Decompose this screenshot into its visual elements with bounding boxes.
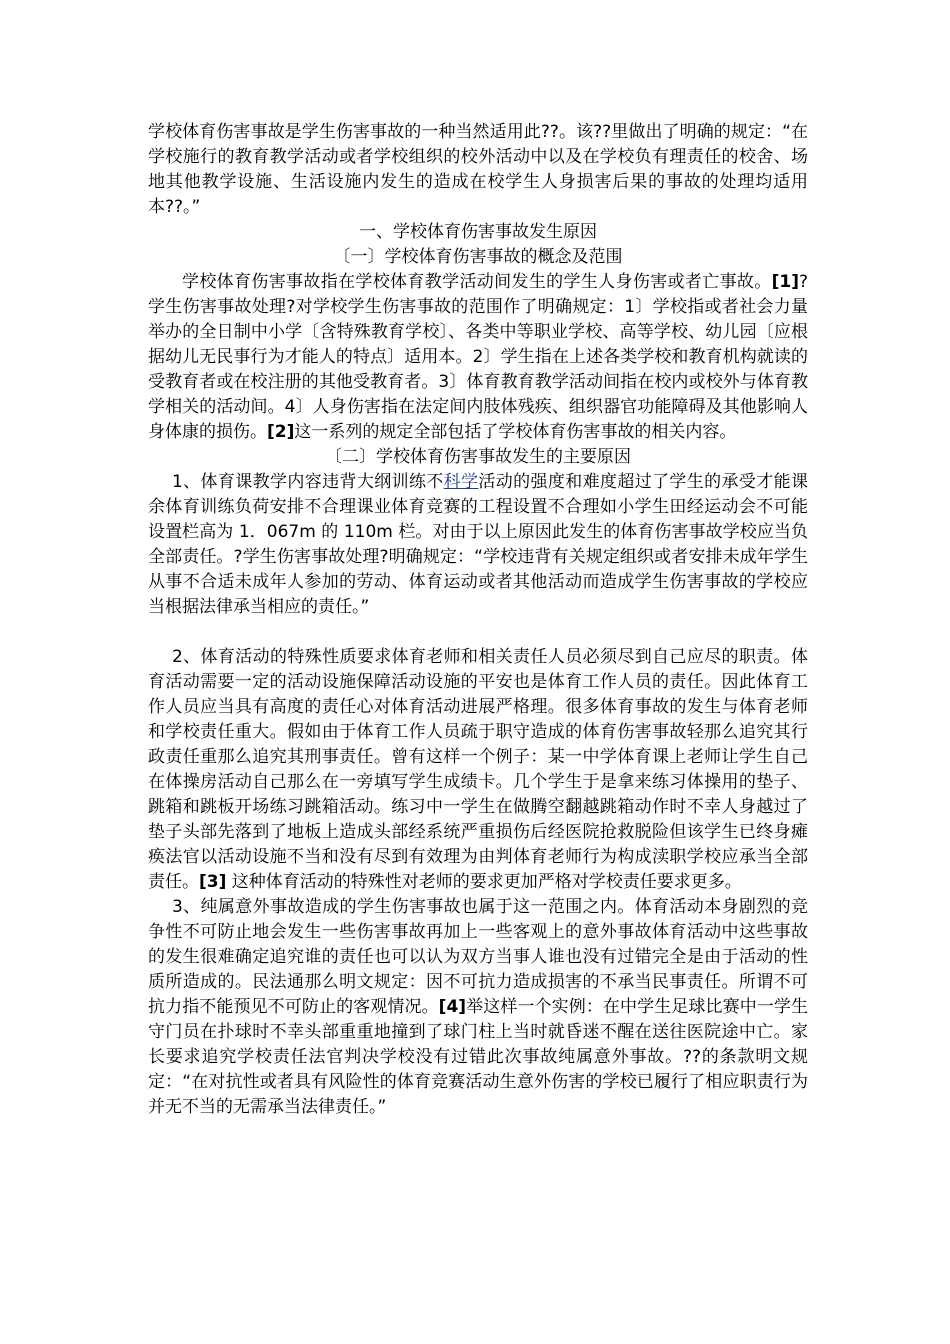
cause-item-3-text-a: 3、纯属意外事故造成的学生伤害事故也属于这一范围之内。体育活动本身剧烈的竞争性不可防止地会发生一些伤害事故再加上一些客观上的意外事故体育活动中这些事故的发生很难确定追究谁的责任也可以认为双方当事人谁也没有过错完全是由于活动的性质所造成的。民法通那么明文规定：因不可抗力造成损害的不承当民事责任。所谓不可抗力指不能预见不可防止的客观情况。 [148, 897, 808, 1017]
concept-paragraph [148, 270, 808, 445]
concept-text-2: ?学生伤害事故处理?对学校学生伤害事故的范围作了明确规定：1〕学校指或者社会力量举办的全日制中小学〔含特殊教育学校〕、各类中等职业学校、高等学校、幼儿园〔应根据幼儿无民事行为才能人的特点〕适用本。2〕学生指在上述各类学校和教育机构就读的受教育者或在校注册的其他受教育者。3〕体育教育教学活动间指在校内或校外与体育教学相关的活动间。4〕人身伤害指在法定间内肢体残疾、组织器官功能障碍及其他影响人身体康的损伤。 [148, 272, 808, 442]
cause-item-1 [148, 470, 808, 620]
reference-3: [3] [199, 872, 227, 892]
concept-text-3: 这一系列的规定全部包括了学校体育伤害事故的相关内容。 [294, 422, 737, 442]
intro-paragraph: 学校体育伤害事故是学生伤害事故的一种当然适用此??。该??里做出了明确的规定：“在学校施行的教育教学活动或者学校组织的校外活动中以及在学校负有理责任的校舍、场地其他教学设施、生活设施内发生的造成在校学生人身损害后果的事故的处理均适用本??。” [148, 122, 808, 217]
section-heading: 一、学校体育伤害事故发生原因 [359, 222, 597, 242]
cause-item-1-text-a: 1、体育课教学内容违背大纲训练不 [172, 472, 444, 492]
paragraph-spacer [148, 620, 808, 645]
reference-4: [4] [438, 997, 467, 1017]
cause-item-3-text-b: 举这样一个实例：在中学生足球比赛中一学生守门员在扑球时不幸头部重重地撞到了球门柱上当时就昏迷不醒在送往医院途中亡。家长要求追究学校责任法官判决学校没有过错此次事故纯属意外事故。??的条款明文规定：“在对抗性或者具有风险性的体育竞赛活动生意外伤害的学校已履行了相应职责行为并无不当的无需承当法律责任。” [148, 997, 809, 1117]
cause-item-3 [148, 895, 808, 1120]
cause-item-2 [148, 645, 808, 895]
document-body [148, 120, 808, 1120]
reference-1: [1] [771, 272, 799, 292]
science-link[interactable]: 科学 [443, 472, 479, 492]
cause-item-2-text-a: 2、体育活动的特殊性质要求体育老师和相关责任人员必须尽到自己应尽的职责。体育活动需要一定的活动设施保障活动设施的平安也是体育工作人员的责任。因此体育工作人员应当具有高度的责任心对体育活动进展严格理。很多体育事故的发生与体育老师和学校责任重大。假如由于体育工作人员疏于职守造成的体育伤害事故轻那么追究其行政责任重那么追究其刑事责任。曾有这样一个例子：某一中学体育课上老师让学生自己在体操房活动自己那么在一旁填写学生成绩卡。几个学生于是拿来练习体操用的垫子、跳箱和跳板开场练习跳箱活动。练习中一学生在做腾空翻越跳箱动作时不幸人身越过了垫子头部先落到了地板上造成头部经系统严重损伤后经医院抢救脱险但该学生已终身瘫痪法官以活动设施不当和没有尽到有效理为由判体育老师行为构成渎职学校应承当全部责任。 [148, 647, 808, 892]
subsection-heading-2: 〔二〕学校体育伤害事故发生的主要原因 [325, 447, 631, 467]
cause-item-2-text-b: 这种体育活动的特殊性对老师的要求更加严格对学校责任要求更多。 [226, 872, 742, 892]
concept-text-1: 学校体育伤害事故指在学校体育教学活动间发生的学生人身伤害或者亡事故。 [182, 272, 772, 292]
reference-2: [2] [267, 422, 295, 442]
cause-item-1-text-b: 活动的强度和难度超过了学生的承受才能课余体育训练负荷安排不合理课业体育竞赛的工程设置不合理如小学生田经运动会不可能设置栏高为 1．067m 的 110m 栏。对由于以上原因此发生的体育伤害事故学校应当负全部责任。?学生伤害事故处理?明确规定：“学校违背有关规定组织或者安排未成年学生从事不合适未成年人参加的劳动、体育运动或者其他活动而造成学生伤害事故的学校应当根据法律承当相应的责任。” [148, 472, 808, 617]
subsection-heading-1: 〔一〕学校体育伤害事故的概念及范围 [333, 247, 623, 267]
